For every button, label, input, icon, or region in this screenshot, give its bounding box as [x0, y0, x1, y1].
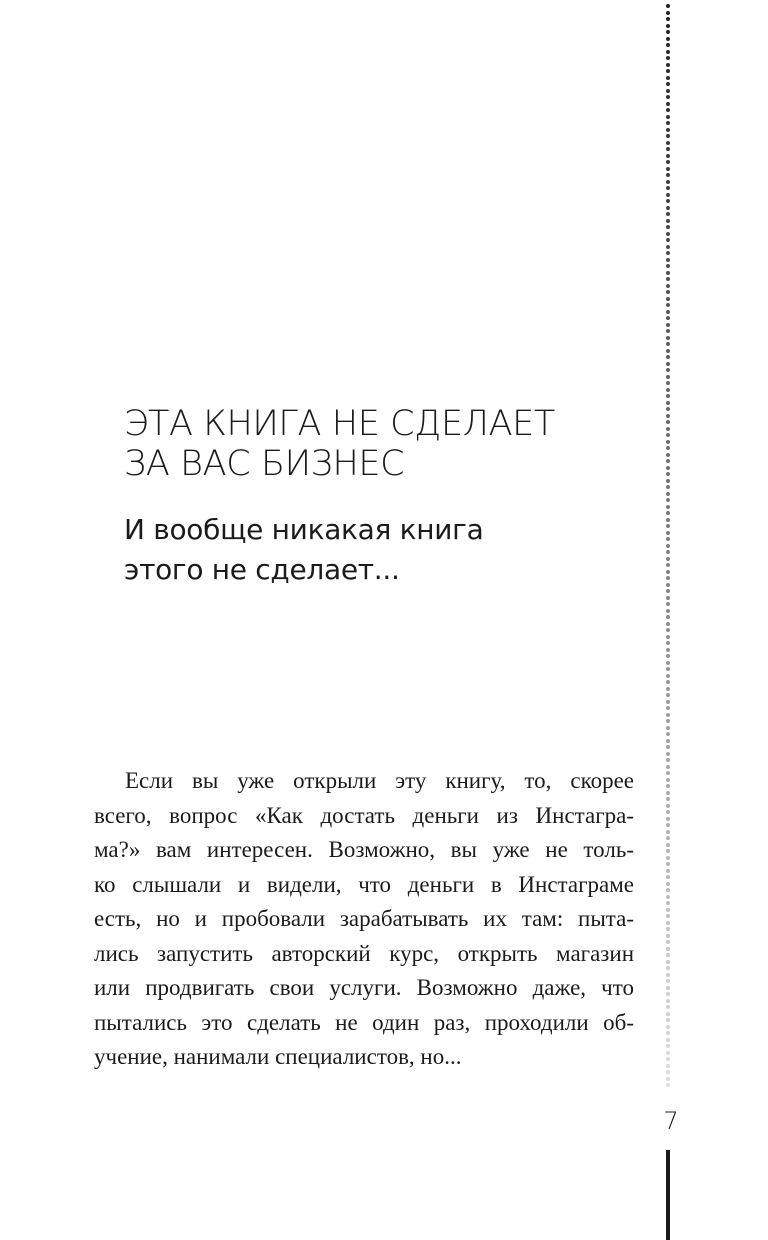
margin-dot [666, 979, 670, 983]
margin-dot [666, 843, 670, 847]
margin-dot [666, 69, 670, 73]
margin-dot [666, 1051, 670, 1055]
margin-dot [666, 908, 670, 912]
margin-dot [666, 966, 670, 970]
margin-dot [666, 596, 670, 600]
margin-dot [666, 128, 670, 132]
margin-dot [666, 752, 670, 756]
margin-dot [666, 63, 670, 67]
page-number-rule [666, 1150, 670, 1240]
margin-dot [666, 492, 670, 496]
margin-dot [666, 1057, 670, 1061]
margin-dot [666, 524, 670, 528]
margin-dot [666, 43, 670, 47]
margin-dot [666, 1070, 670, 1074]
margin-dot [666, 849, 670, 853]
margin-dot [666, 706, 670, 710]
margin-dot [666, 199, 670, 203]
body-line: ма?» вам интересен. Возможно, вы уже не толь- [94, 837, 634, 862]
margin-dot [666, 388, 670, 392]
margin-dot [666, 726, 670, 730]
margin-dot [666, 1012, 670, 1016]
margin-dot [666, 791, 670, 795]
dotted-margin-line [664, 0, 672, 1090]
margin-dot [666, 862, 670, 866]
margin-dot [666, 628, 670, 632]
margin-dot [666, 277, 670, 281]
margin-dot [666, 1083, 670, 1087]
margin-dot [666, 446, 670, 450]
margin-dot [666, 433, 670, 437]
body-line: лись запустить авторский курс, открыть магазин [94, 940, 634, 966]
margin-dot [666, 823, 670, 827]
margin-dot [666, 115, 670, 119]
margin-dot [666, 921, 670, 925]
margin-dot [666, 342, 670, 346]
margin-dot [666, 927, 670, 931]
margin-dot [666, 745, 670, 749]
margin-dot [666, 583, 670, 587]
margin-dot [666, 394, 670, 398]
margin-dot [666, 17, 670, 21]
margin-dot [666, 973, 670, 977]
margin-dot [666, 550, 670, 554]
margin-dot [666, 303, 670, 307]
margin-dot [666, 693, 670, 697]
margin-dot [666, 56, 670, 60]
margin-dot [666, 888, 670, 892]
margin-dot [666, 797, 670, 801]
margin-dot [666, 108, 670, 112]
margin-dot [666, 225, 670, 229]
margin-dot [666, 459, 670, 463]
margin-dot [666, 245, 670, 249]
margin-dot [666, 420, 670, 424]
margin-dot [666, 154, 670, 158]
margin-dot [666, 635, 670, 639]
margin-dot [666, 11, 670, 15]
margin-dot [666, 953, 670, 957]
margin-dot [666, 609, 670, 613]
page-number: 7 [663, 1107, 679, 1135]
margin-dot [666, 82, 670, 86]
margin-dot [666, 24, 670, 28]
margin-dot [666, 505, 670, 509]
margin-dot [666, 160, 670, 164]
margin-dot [666, 1018, 670, 1022]
chapter-heading [124, 404, 644, 484]
margin-dot [666, 830, 670, 834]
margin-dot [666, 472, 670, 476]
margin-dot [666, 453, 670, 457]
margin-dot [666, 778, 670, 782]
margin-dot [666, 739, 670, 743]
margin-dot [666, 992, 670, 996]
margin-dot [666, 901, 670, 905]
margin-dot [666, 563, 670, 567]
margin-dot [666, 258, 670, 262]
margin-dot [666, 771, 670, 775]
margin-dot [666, 934, 670, 938]
margin-dot [666, 960, 670, 964]
margin-dot [666, 121, 670, 125]
margin-dot [666, 1044, 670, 1048]
body-line: пытались это сделать не один раз, проходили об- [94, 1009, 634, 1035]
margin-dot [666, 297, 670, 301]
margin-dot [666, 615, 670, 619]
margin-dot [666, 232, 670, 236]
margin-dot [666, 95, 670, 99]
margin-dot [666, 310, 670, 314]
subheading-line: И вообще никакая книга [124, 513, 484, 546]
margin-dot [666, 875, 670, 879]
margin-dot [666, 914, 670, 918]
margin-dot [666, 4, 670, 8]
margin-dot [666, 895, 670, 899]
margin-dot [666, 30, 670, 34]
margin-dot [666, 576, 670, 580]
margin-dot [666, 661, 670, 665]
margin-dot [666, 381, 670, 385]
margin-dot [666, 602, 670, 606]
margin-dot [666, 212, 670, 216]
margin-dot [666, 349, 670, 353]
margin-dot [666, 999, 670, 1003]
margin-dot [666, 407, 670, 411]
margin-dot [666, 1064, 670, 1068]
margin-dot [666, 290, 670, 294]
margin-dot [666, 1077, 670, 1081]
margin-dot [666, 700, 670, 704]
margin-dot [666, 817, 670, 821]
margin-dot [666, 719, 670, 723]
margin-dot [666, 570, 670, 574]
margin-dot [666, 479, 670, 483]
body-line: ко слышали и видели, что деньги в Инстаграме [94, 871, 634, 897]
margin-dot [666, 167, 670, 171]
margin-dot [666, 557, 670, 561]
body-line: или продвигать свои услуги. Возможно даже, что [94, 975, 634, 1000]
margin-dot [666, 882, 670, 886]
margin-dot [666, 37, 670, 41]
body-line: Если вы уже открыли эту книгу, то, скорее [125, 768, 634, 793]
margin-dot [666, 544, 670, 548]
margin-dot [666, 869, 670, 873]
margin-dot [666, 219, 670, 223]
margin-dot [666, 238, 670, 242]
margin-dot [666, 206, 670, 210]
margin-dot [666, 362, 670, 366]
margin-dot [666, 329, 670, 333]
margin-dot [666, 466, 670, 470]
body-line: учение, нанимали специалистов, но... [94, 1044, 462, 1069]
margin-dot [666, 804, 670, 808]
body-line: есть, но и пробовали зарабатывать их там: пыта- [94, 906, 634, 931]
margin-dot [666, 986, 670, 990]
margin-dot [666, 622, 670, 626]
margin-dot [666, 316, 670, 320]
margin-dot [666, 1038, 670, 1042]
margin-dot [666, 414, 670, 418]
margin-dot [666, 836, 670, 840]
margin-dot [666, 856, 670, 860]
margin-dot [666, 511, 670, 515]
margin-dot [666, 758, 670, 762]
margin-dot [666, 537, 670, 541]
margin-dot [666, 531, 670, 535]
margin-dot [666, 518, 670, 522]
chapter-subheading [124, 510, 644, 590]
margin-dot [666, 680, 670, 684]
subheading-line: этого не сделает... [124, 553, 400, 586]
margin-dot [666, 401, 670, 405]
margin-dot [666, 1031, 670, 1035]
margin-dot [666, 589, 670, 593]
margin-dot [666, 641, 670, 645]
margin-dot [666, 147, 670, 151]
margin-dot [666, 648, 670, 652]
margin-dot [666, 498, 670, 502]
margin-dot [666, 375, 670, 379]
margin-dot [666, 1005, 670, 1009]
margin-dot [666, 173, 670, 177]
body-line: всего, вопрос «Как достать деньги из Инстагра- [94, 802, 634, 828]
heading-line: ЗА ВАС БИЗНЕС [124, 444, 405, 484]
margin-dot [666, 667, 670, 671]
margin-dot [666, 713, 670, 717]
margin-dot [666, 784, 670, 788]
margin-dot [666, 485, 670, 489]
margin-dot [666, 765, 670, 769]
margin-dot [666, 180, 670, 184]
margin-dot [666, 251, 670, 255]
margin-dot [666, 810, 670, 814]
margin-dot [666, 76, 670, 80]
margin-dot [666, 732, 670, 736]
margin-dot [666, 50, 670, 54]
margin-dot [666, 355, 670, 359]
heading-line: ЭТА КНИГА НЕ СДЕЛАЕТ [124, 404, 555, 444]
margin-dot [666, 186, 670, 190]
margin-dot [666, 336, 670, 340]
margin-dot [666, 89, 670, 93]
margin-dot [666, 654, 670, 658]
margin-dot [666, 947, 670, 951]
margin-dot [666, 1025, 670, 1029]
margin-dot [666, 193, 670, 197]
margin-dot [666, 141, 670, 145]
margin-dot [666, 102, 670, 106]
margin-dot [666, 323, 670, 327]
margin-dot [666, 271, 670, 275]
margin-dot [666, 687, 670, 691]
margin-dot [666, 368, 670, 372]
margin-dot [666, 284, 670, 288]
margin-dot [666, 440, 670, 444]
body-paragraph [94, 764, 634, 1075]
margin-dot [666, 134, 670, 138]
margin-dot [666, 674, 670, 678]
margin-dot [666, 264, 670, 268]
margin-dot [666, 940, 670, 944]
margin-dot [666, 427, 670, 431]
